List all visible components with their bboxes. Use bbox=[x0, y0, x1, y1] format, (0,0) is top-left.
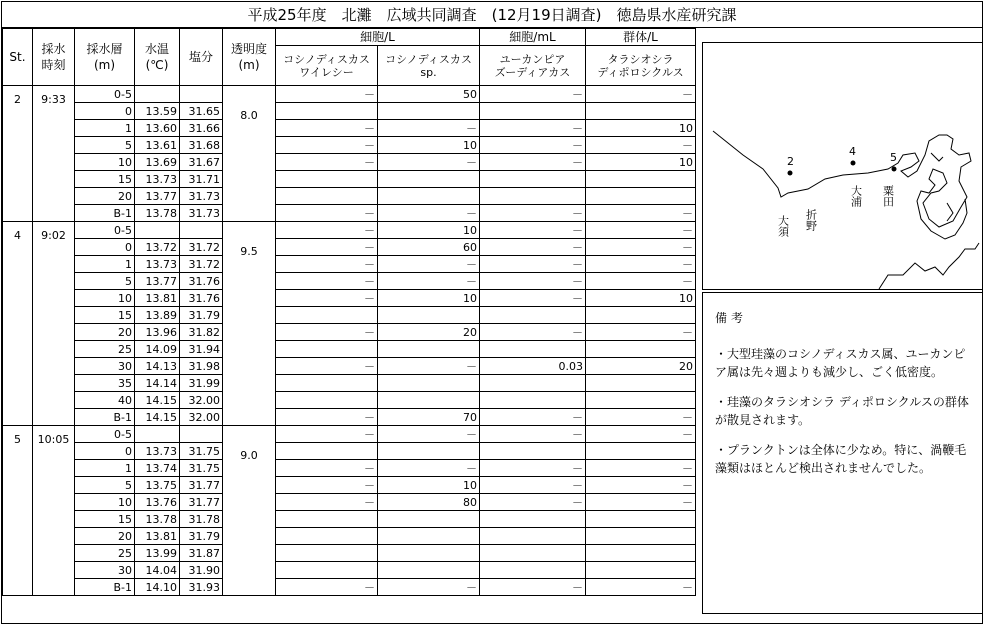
table-row bbox=[3, 239, 696, 256]
salinity-cell: 31.67 bbox=[180, 154, 223, 171]
table-header bbox=[3, 29, 696, 86]
temperature-cell: 13.78 bbox=[135, 511, 180, 528]
header-group-cells-per-ml: 細胞/mL bbox=[480, 29, 586, 46]
species-3-cell: － bbox=[480, 86, 586, 103]
salinity-cell: 31.87 bbox=[180, 545, 223, 562]
species-3-cell bbox=[480, 341, 586, 358]
species-4-cell: － bbox=[586, 324, 696, 341]
species-4-cell bbox=[586, 562, 696, 579]
table-row bbox=[3, 137, 696, 154]
species-3-cell: － bbox=[480, 409, 586, 426]
species-1-cell: － bbox=[276, 290, 378, 307]
header-depth: 採水層 (m) bbox=[75, 29, 135, 86]
station-4-label: 4 bbox=[849, 145, 856, 158]
remarks-panel bbox=[702, 292, 983, 614]
species-3-cell: － bbox=[480, 273, 586, 290]
station-5-label: 5 bbox=[890, 151, 897, 164]
survey-table bbox=[2, 28, 696, 596]
species-2-cell: － bbox=[378, 256, 480, 273]
temperature-cell: 13.75 bbox=[135, 477, 180, 494]
table-row bbox=[3, 477, 696, 494]
coastline-map bbox=[703, 43, 982, 289]
table-row bbox=[3, 358, 696, 375]
temperature-cell: 13.89 bbox=[135, 307, 180, 324]
depth-cell: 15 bbox=[75, 511, 135, 528]
species-2-cell bbox=[378, 341, 480, 358]
species-3-cell: － bbox=[480, 290, 586, 307]
species-4-cell bbox=[586, 392, 696, 409]
temperature-cell: 13.77 bbox=[135, 273, 180, 290]
species-2-cell bbox=[378, 443, 480, 460]
species-1-cell: － bbox=[276, 460, 378, 477]
depth-cell: 5 bbox=[75, 477, 135, 494]
species-4-cell: － bbox=[586, 239, 696, 256]
station-2-label: 2 bbox=[787, 155, 794, 168]
table-row bbox=[3, 171, 696, 188]
temperature-cell: 13.76 bbox=[135, 494, 180, 511]
header-group-colonies-per-l: 群体/L bbox=[586, 29, 696, 46]
temperature-cell: 13.69 bbox=[135, 154, 180, 171]
salinity-cell bbox=[180, 86, 223, 103]
table-row bbox=[3, 154, 696, 171]
temperature-cell bbox=[135, 222, 180, 239]
station-5-marker bbox=[892, 167, 897, 172]
species-1-cell: － bbox=[276, 324, 378, 341]
table-row bbox=[3, 409, 696, 426]
species-4-cell bbox=[586, 307, 696, 324]
salinity-cell: 31.73 bbox=[180, 205, 223, 222]
depth-cell: 0-5 bbox=[75, 222, 135, 239]
temperature-cell: 14.15 bbox=[135, 409, 180, 426]
depth-cell: 10 bbox=[75, 290, 135, 307]
depth-cell: 0-5 bbox=[75, 86, 135, 103]
species-2-cell: 10 bbox=[378, 137, 480, 154]
station-number: 2 bbox=[3, 86, 33, 222]
temperature-cell: 13.61 bbox=[135, 137, 180, 154]
species-2-cell: － bbox=[378, 205, 480, 222]
species-1-cell bbox=[276, 511, 378, 528]
species-1-cell bbox=[276, 443, 378, 460]
species-3-cell bbox=[480, 171, 586, 188]
species-3-cell bbox=[480, 307, 586, 324]
table-row bbox=[3, 205, 696, 222]
species-1-cell bbox=[276, 562, 378, 579]
coastline-south bbox=[879, 243, 979, 289]
header-group-cells-per-l: 細胞/L bbox=[276, 29, 480, 46]
depth-cell: 15 bbox=[75, 171, 135, 188]
remark-item: ・プランクトンは全体に少なめ。特に、渦鞭毛藻類はほとんど検出されませんでした。 bbox=[715, 443, 967, 475]
salinity-cell: 31.93 bbox=[180, 579, 223, 596]
place-osu: 大須 bbox=[776, 215, 790, 237]
species-1-cell: － bbox=[276, 477, 378, 494]
species-3-cell: 0.03 bbox=[480, 358, 586, 375]
station-4-marker bbox=[851, 161, 856, 166]
header-species-4: タラシオシラ ディポロシクルス bbox=[586, 46, 696, 86]
species-3-cell: － bbox=[480, 426, 586, 443]
depth-cell: 0-5 bbox=[75, 426, 135, 443]
salinity-cell: 31.66 bbox=[180, 120, 223, 137]
salinity-cell: 31.76 bbox=[180, 290, 223, 307]
species-2-cell: 10 bbox=[378, 222, 480, 239]
salinity-cell: 31.72 bbox=[180, 239, 223, 256]
species-3-cell bbox=[480, 103, 586, 120]
header-species-1: コシノディスカス ワイレシー bbox=[276, 46, 378, 86]
species-3-cell bbox=[480, 375, 586, 392]
species-4-cell: － bbox=[586, 460, 696, 477]
depth-cell: 15 bbox=[75, 307, 135, 324]
species-4-cell bbox=[586, 375, 696, 392]
table-row bbox=[3, 222, 696, 239]
table-row bbox=[3, 120, 696, 137]
page-title: 平成25年度 北灘 広域共同調査 (12月19日調査) 徳島県水産研究課 bbox=[2, 2, 982, 28]
table-row bbox=[3, 545, 696, 562]
salinity-cell: 31.65 bbox=[180, 103, 223, 120]
place-orino: 折野 bbox=[804, 209, 818, 231]
sampling-time: 9:33 bbox=[33, 86, 75, 222]
species-1-cell bbox=[276, 545, 378, 562]
species-4-cell bbox=[586, 545, 696, 562]
table-row bbox=[3, 256, 696, 273]
table-row bbox=[3, 494, 696, 511]
species-2-cell: － bbox=[378, 120, 480, 137]
species-1-cell bbox=[276, 171, 378, 188]
depth-cell: 20 bbox=[75, 528, 135, 545]
species-2-cell bbox=[378, 103, 480, 120]
species-4-cell: 10 bbox=[586, 120, 696, 137]
species-3-cell: － bbox=[480, 256, 586, 273]
species-2-cell: 50 bbox=[378, 86, 480, 103]
depth-cell: 35 bbox=[75, 375, 135, 392]
species-1-cell: － bbox=[276, 273, 378, 290]
place-oura: 大浦 bbox=[849, 185, 863, 207]
salinity-cell: 31.78 bbox=[180, 511, 223, 528]
salinity-cell: 31.72 bbox=[180, 256, 223, 273]
species-3-cell: － bbox=[480, 154, 586, 171]
temperature-cell: 14.15 bbox=[135, 392, 180, 409]
species-3-cell bbox=[480, 392, 586, 409]
remark-item: ・珪藻のタラシオシラ ディポロシクルスの群体が散見されます。 bbox=[715, 395, 969, 427]
temperature-cell: 13.81 bbox=[135, 290, 180, 307]
species-1-cell: － bbox=[276, 579, 378, 596]
species-3-cell bbox=[480, 545, 586, 562]
temperature-cell: 14.04 bbox=[135, 562, 180, 579]
temperature-cell: 13.60 bbox=[135, 120, 180, 137]
species-3-cell bbox=[480, 528, 586, 545]
species-2-cell: 60 bbox=[378, 239, 480, 256]
species-2-cell bbox=[378, 545, 480, 562]
species-3-cell: － bbox=[480, 239, 586, 256]
species-4-cell bbox=[586, 528, 696, 545]
table-row bbox=[3, 273, 696, 290]
salinity-cell bbox=[180, 426, 223, 443]
table-row bbox=[3, 290, 696, 307]
salinity-cell: 31.75 bbox=[180, 460, 223, 477]
species-2-cell: － bbox=[378, 579, 480, 596]
salinity-cell: 31.77 bbox=[180, 477, 223, 494]
species-2-cell: － bbox=[378, 154, 480, 171]
table-row bbox=[3, 341, 696, 358]
species-1-cell: － bbox=[276, 358, 378, 375]
header-station: St. bbox=[3, 29, 33, 86]
table-row bbox=[3, 375, 696, 392]
species-4-cell: － bbox=[586, 256, 696, 273]
header-time: 採水 時刻 bbox=[33, 29, 75, 86]
table-row bbox=[3, 460, 696, 477]
species-1-cell bbox=[276, 188, 378, 205]
species-2-cell bbox=[378, 511, 480, 528]
temperature-cell: 13.78 bbox=[135, 205, 180, 222]
species-4-cell: － bbox=[586, 205, 696, 222]
depth-cell: 30 bbox=[75, 358, 135, 375]
temperature-cell: 13.99 bbox=[135, 545, 180, 562]
temperature-cell: 13.72 bbox=[135, 239, 180, 256]
species-2-cell bbox=[378, 307, 480, 324]
temperature-cell: 13.77 bbox=[135, 188, 180, 205]
salinity-cell: 31.98 bbox=[180, 358, 223, 375]
species-4-cell: 20 bbox=[586, 358, 696, 375]
temperature-cell: 13.73 bbox=[135, 443, 180, 460]
table-row bbox=[3, 324, 696, 341]
depth-cell: 1 bbox=[75, 120, 135, 137]
species-4-cell: － bbox=[586, 222, 696, 239]
species-2-cell: 10 bbox=[378, 477, 480, 494]
sampling-time: 9:02 bbox=[33, 222, 75, 426]
header-salinity: 塩分 bbox=[180, 29, 223, 86]
species-4-cell: － bbox=[586, 409, 696, 426]
table-row bbox=[3, 188, 696, 205]
transparency-cell: 9.0 bbox=[223, 426, 276, 596]
species-2-cell bbox=[378, 171, 480, 188]
salinity-cell: 32.00 bbox=[180, 392, 223, 409]
depth-cell: 1 bbox=[75, 256, 135, 273]
table-row bbox=[3, 103, 696, 120]
table-body bbox=[3, 86, 696, 596]
header-transparency: 透明度 (m) bbox=[223, 29, 276, 86]
species-1-cell: － bbox=[276, 409, 378, 426]
species-2-cell bbox=[378, 392, 480, 409]
species-1-cell: － bbox=[276, 86, 378, 103]
survey-sheet bbox=[1, 1, 983, 624]
species-1-cell bbox=[276, 528, 378, 545]
species-4-cell bbox=[586, 511, 696, 528]
species-2-cell: － bbox=[378, 426, 480, 443]
species-4-cell bbox=[586, 188, 696, 205]
species-2-cell: 10 bbox=[378, 290, 480, 307]
temperature-cell: 13.73 bbox=[135, 171, 180, 188]
species-2-cell: － bbox=[378, 460, 480, 477]
remark-item: ・大型珪藻のコシノディスカス属、ユーカンピア属は先々週よりも減少し、ごく低密度。 bbox=[715, 347, 966, 379]
temperature-cell: 13.81 bbox=[135, 528, 180, 545]
place-awata: 粟田 bbox=[881, 185, 895, 207]
species-2-cell: － bbox=[378, 273, 480, 290]
species-1-cell: － bbox=[276, 137, 378, 154]
island-outline bbox=[931, 153, 953, 221]
species-1-cell bbox=[276, 103, 378, 120]
salinity-cell: 31.73 bbox=[180, 188, 223, 205]
species-1-cell: － bbox=[276, 256, 378, 273]
species-4-cell: 10 bbox=[586, 290, 696, 307]
species-2-cell bbox=[378, 562, 480, 579]
temperature-cell: 14.13 bbox=[135, 358, 180, 375]
species-1-cell bbox=[276, 341, 378, 358]
species-4-cell bbox=[586, 103, 696, 120]
species-4-cell: － bbox=[586, 579, 696, 596]
species-4-cell: 10 bbox=[586, 154, 696, 171]
species-1-cell bbox=[276, 392, 378, 409]
depth-cell: B-1 bbox=[75, 579, 135, 596]
species-3-cell: － bbox=[480, 137, 586, 154]
salinity-cell: 31.94 bbox=[180, 341, 223, 358]
station-number: 5 bbox=[3, 426, 33, 596]
depth-cell: 25 bbox=[75, 545, 135, 562]
species-4-cell: － bbox=[586, 477, 696, 494]
species-4-cell bbox=[586, 341, 696, 358]
species-4-cell: － bbox=[586, 86, 696, 103]
depth-cell: 10 bbox=[75, 494, 135, 511]
species-3-cell: － bbox=[480, 222, 586, 239]
species-1-cell: － bbox=[276, 494, 378, 511]
depth-cell: 40 bbox=[75, 392, 135, 409]
salinity-cell: 31.99 bbox=[180, 375, 223, 392]
species-3-cell: － bbox=[480, 494, 586, 511]
transparency-cell: 8.0 bbox=[223, 86, 276, 222]
species-2-cell: 70 bbox=[378, 409, 480, 426]
species-4-cell: － bbox=[586, 494, 696, 511]
salinity-cell: 31.75 bbox=[180, 443, 223, 460]
station-map bbox=[702, 42, 983, 290]
temperature-cell bbox=[135, 86, 180, 103]
sampling-time: 10:05 bbox=[33, 426, 75, 596]
temperature-cell bbox=[135, 426, 180, 443]
species-4-cell: － bbox=[586, 137, 696, 154]
coastline-north bbox=[713, 131, 971, 239]
depth-cell: 20 bbox=[75, 324, 135, 341]
species-3-cell bbox=[480, 188, 586, 205]
salinity-cell: 31.79 bbox=[180, 307, 223, 324]
species-4-cell: － bbox=[586, 426, 696, 443]
species-1-cell: － bbox=[276, 205, 378, 222]
species-1-cell: － bbox=[276, 154, 378, 171]
species-2-cell bbox=[378, 375, 480, 392]
table-row bbox=[3, 579, 696, 596]
species-1-cell bbox=[276, 307, 378, 324]
table-row bbox=[3, 86, 696, 103]
species-2-cell: － bbox=[378, 358, 480, 375]
header-species-3: ユーカンピア ズーディアカス bbox=[480, 46, 586, 86]
salinity-cell: 31.71 bbox=[180, 171, 223, 188]
transparency-cell: 9.5 bbox=[223, 222, 276, 426]
temperature-cell: 13.96 bbox=[135, 324, 180, 341]
table-row bbox=[3, 511, 696, 528]
table-row bbox=[3, 562, 696, 579]
species-3-cell: － bbox=[480, 324, 586, 341]
species-1-cell: － bbox=[276, 120, 378, 137]
depth-cell: 0 bbox=[75, 103, 135, 120]
species-3-cell: － bbox=[480, 579, 586, 596]
header-species-2: コシノディスカス sp. bbox=[378, 46, 480, 86]
depth-cell: 0 bbox=[75, 443, 135, 460]
depth-cell: 25 bbox=[75, 341, 135, 358]
table-row bbox=[3, 528, 696, 545]
station-number: 4 bbox=[3, 222, 33, 426]
remarks-heading: 備考 bbox=[715, 311, 748, 325]
species-3-cell: － bbox=[480, 477, 586, 494]
species-3-cell: － bbox=[480, 460, 586, 477]
depth-cell: 5 bbox=[75, 137, 135, 154]
species-3-cell: － bbox=[480, 120, 586, 137]
temperature-cell: 14.09 bbox=[135, 341, 180, 358]
table-row bbox=[3, 392, 696, 409]
species-4-cell: － bbox=[586, 273, 696, 290]
species-3-cell bbox=[480, 511, 586, 528]
salinity-cell: 31.82 bbox=[180, 324, 223, 341]
species-2-cell bbox=[378, 528, 480, 545]
species-1-cell: － bbox=[276, 426, 378, 443]
table-row bbox=[3, 307, 696, 324]
table-row bbox=[3, 443, 696, 460]
depth-cell: 1 bbox=[75, 460, 135, 477]
temperature-cell: 14.14 bbox=[135, 375, 180, 392]
species-2-cell: 20 bbox=[378, 324, 480, 341]
species-1-cell: － bbox=[276, 239, 378, 256]
species-3-cell bbox=[480, 443, 586, 460]
salinity-cell: 31.77 bbox=[180, 494, 223, 511]
species-2-cell: 80 bbox=[378, 494, 480, 511]
depth-cell: 0 bbox=[75, 239, 135, 256]
depth-cell: 10 bbox=[75, 154, 135, 171]
depth-cell: B-1 bbox=[75, 205, 135, 222]
station-2-marker bbox=[788, 171, 793, 176]
salinity-cell: 31.68 bbox=[180, 137, 223, 154]
salinity-cell: 31.76 bbox=[180, 273, 223, 290]
header-temperature: 水温 (℃) bbox=[135, 29, 180, 86]
species-3-cell bbox=[480, 562, 586, 579]
temperature-cell: 14.10 bbox=[135, 579, 180, 596]
depth-cell: B-1 bbox=[75, 409, 135, 426]
table-row bbox=[3, 426, 696, 443]
temperature-cell: 13.59 bbox=[135, 103, 180, 120]
salinity-cell: 31.79 bbox=[180, 528, 223, 545]
species-4-cell bbox=[586, 171, 696, 188]
temperature-cell: 13.73 bbox=[135, 256, 180, 273]
species-3-cell: － bbox=[480, 205, 586, 222]
temperature-cell: 13.74 bbox=[135, 460, 180, 477]
species-1-cell: － bbox=[276, 222, 378, 239]
salinity-cell: 32.00 bbox=[180, 409, 223, 426]
salinity-cell: 31.90 bbox=[180, 562, 223, 579]
salinity-cell bbox=[180, 222, 223, 239]
species-2-cell bbox=[378, 188, 480, 205]
species-4-cell bbox=[586, 443, 696, 460]
depth-cell: 5 bbox=[75, 273, 135, 290]
depth-cell: 30 bbox=[75, 562, 135, 579]
species-1-cell bbox=[276, 375, 378, 392]
depth-cell: 20 bbox=[75, 188, 135, 205]
